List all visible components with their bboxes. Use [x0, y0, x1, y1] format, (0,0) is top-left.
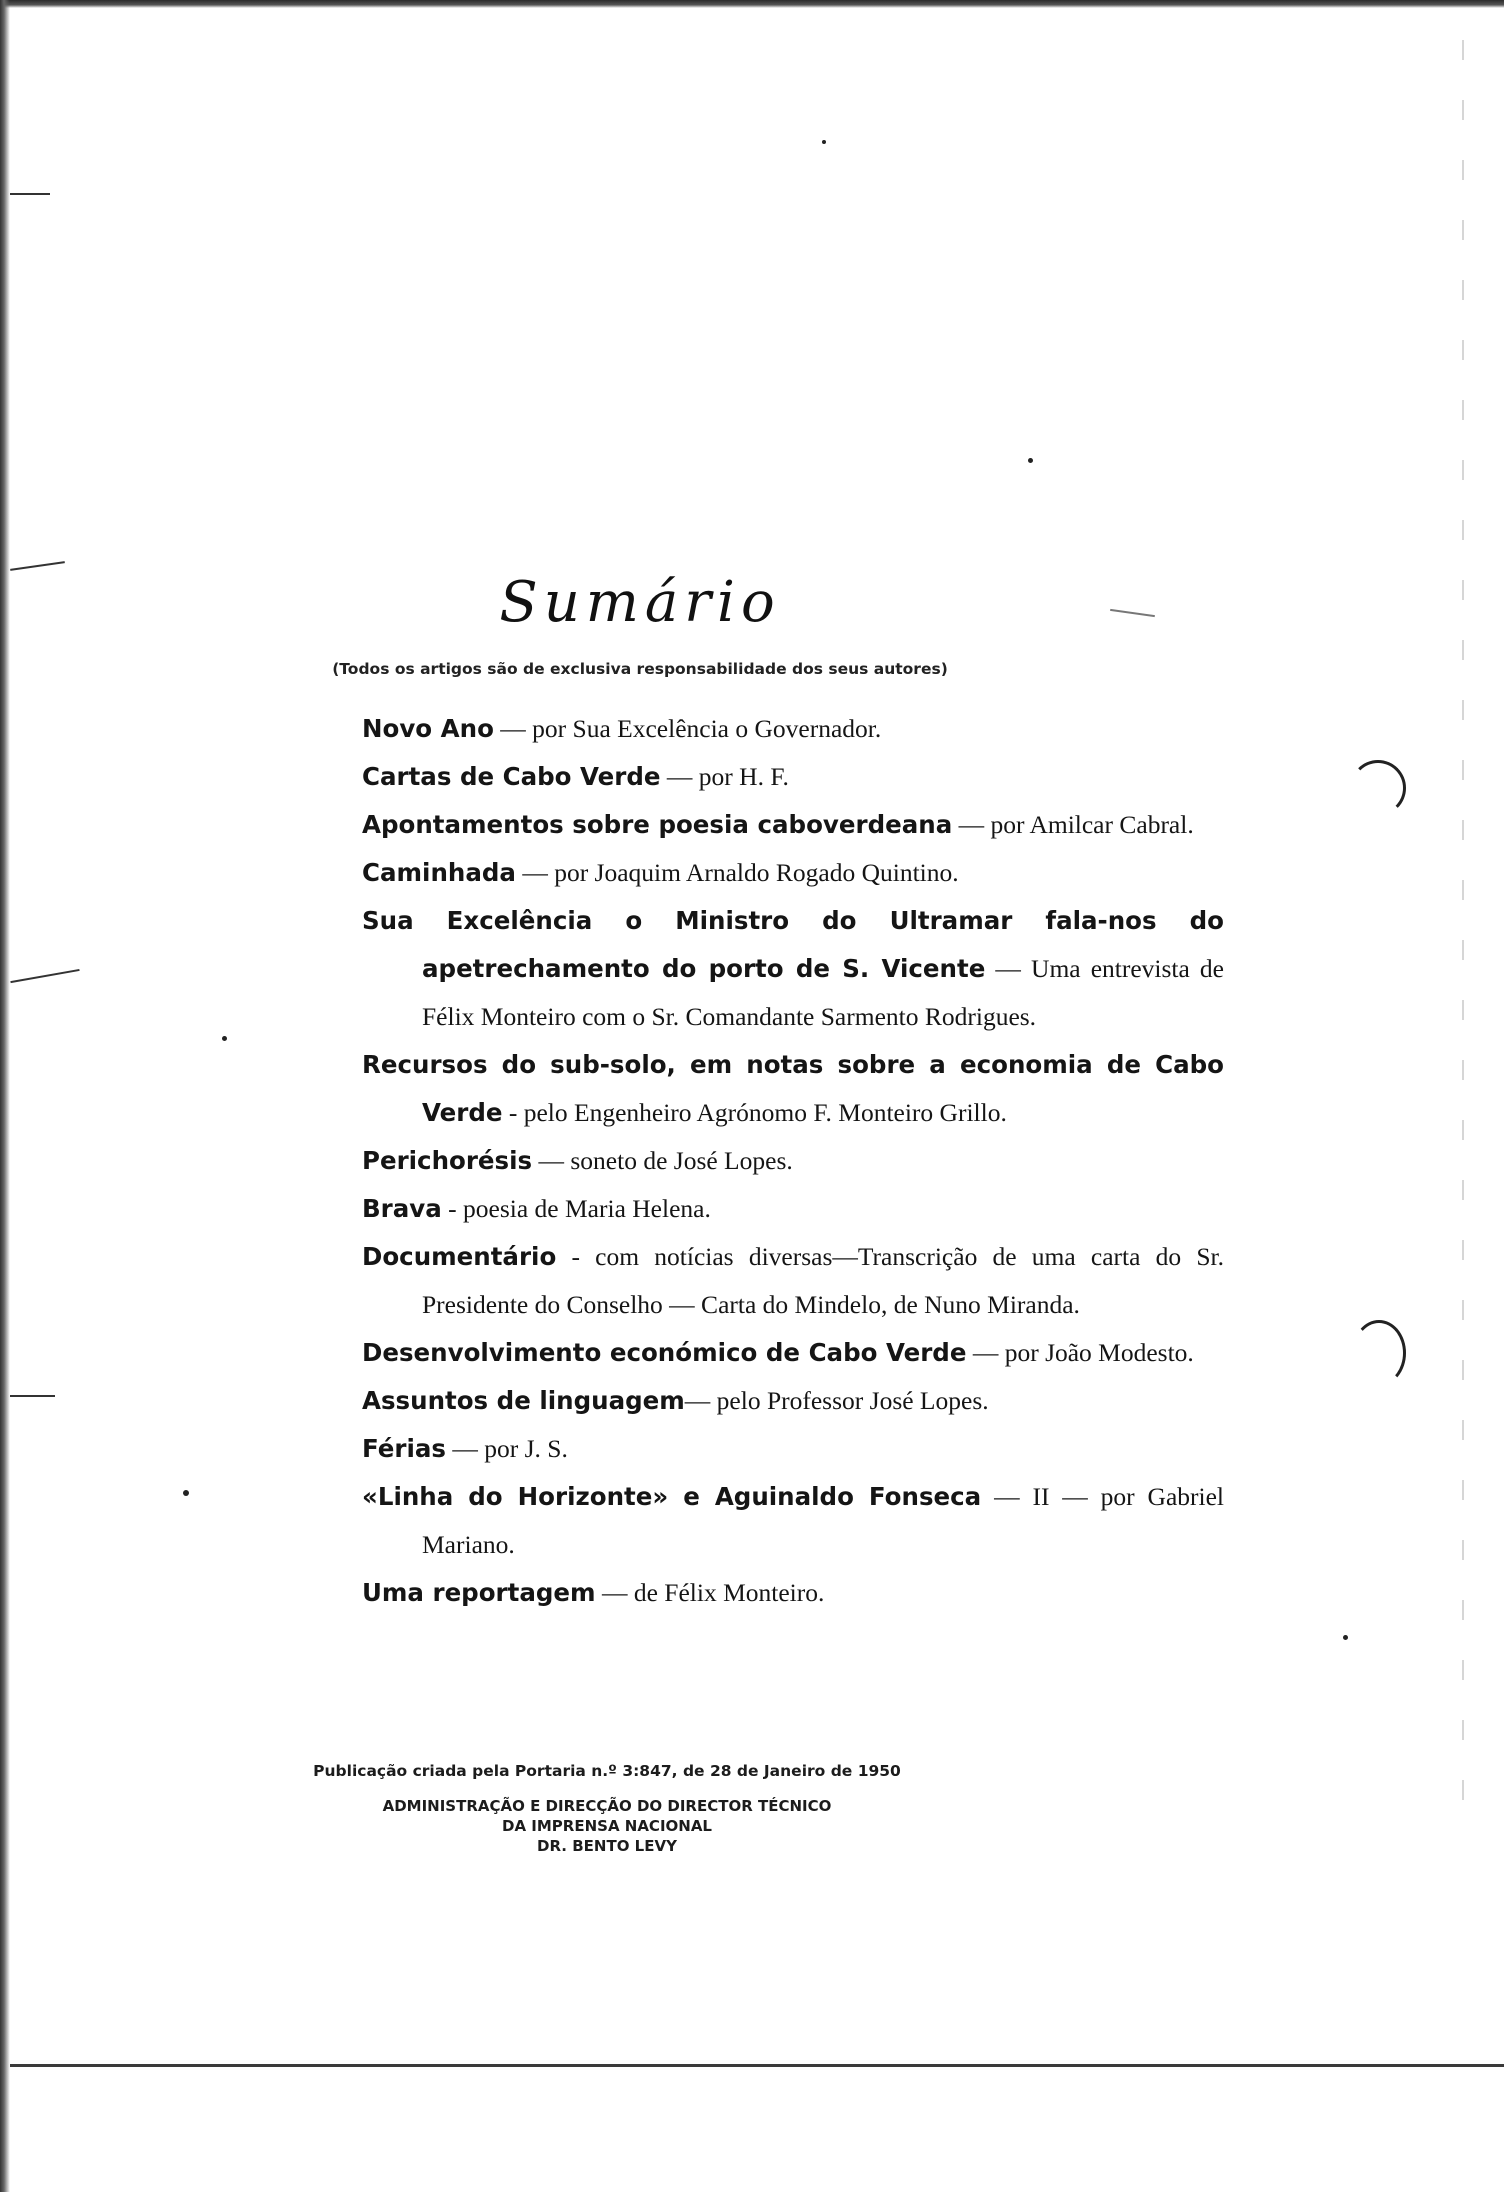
toc-entry-author: - pelo Engenheiro Agrónomo F. Monteiro Grillo.	[502, 1098, 1007, 1127]
scan-speck	[1028, 458, 1033, 463]
toc-entry-author: — por Joaquim Arnaldo Rogado Quintino.	[515, 858, 959, 887]
scan-mark	[10, 193, 50, 195]
scan-speck	[183, 1490, 189, 1496]
toc-entry	[362, 1185, 1224, 1233]
toc-entry-author: — II — por Gabriel Mariano.	[422, 1482, 1224, 1559]
toc-entry-author: — soneto de José Lopes.	[532, 1146, 793, 1175]
page-subtitle: (Todos os artigos são de exclusiva responsabilidade dos seus autores)	[332, 660, 948, 678]
scan-speck	[822, 140, 826, 144]
toc-entry	[362, 1041, 1224, 1137]
binder-hole-mark	[1352, 1320, 1406, 1386]
toc-entry	[362, 705, 1224, 753]
toc-entry-title: Férias	[362, 1434, 446, 1463]
administration-line: ADMINISTRAÇÃO E DIRECÇÃO DO DIRECTOR TÉCNICO	[382, 1797, 832, 1815]
bottom-rule	[10, 2064, 1504, 2067]
administration-line: DA IMPRENSA NACIONAL	[502, 1817, 712, 1835]
toc-entry-author: — por João Modesto.	[966, 1338, 1194, 1367]
scan-speck	[222, 1036, 227, 1041]
page-title: Sumário	[499, 570, 781, 635]
publication-note: Publicação criada pela Portaria n.º 3:847, de 28 de Janeiro de 1950	[313, 1762, 901, 1780]
administration-line: DR. BENTO LEVY	[537, 1837, 677, 1855]
toc-entry	[362, 1137, 1224, 1185]
toc-entry-title: Perichorésis	[362, 1146, 533, 1175]
toc-entry-title: Cartas de Cabo Verde	[362, 762, 661, 791]
toc-entry-author: - com notícias diversas—Transcrição de uma carta do Sr. Presidente do Conselho — Carta do Mindelo, de Nuno Miranda.	[422, 1242, 1224, 1319]
scan-speck	[1343, 1635, 1348, 1640]
toc-entry-author: - poesia de Maria Helena.	[441, 1194, 711, 1223]
toc-entry-title: Uma reportagem	[362, 1578, 596, 1607]
toc-entry-title: Recursos do sub-solo, em notas sobre a economia de Cabo Verde	[362, 1050, 1224, 1127]
toc-entry-title: Desenvolvimento económico de Cabo Verde	[362, 1338, 967, 1367]
toc-entry	[362, 849, 1224, 897]
toc-entry	[362, 1329, 1224, 1377]
toc-entry-author: — de Félix Monteiro.	[595, 1578, 825, 1607]
toc-entry-author: — por J. S.	[445, 1434, 568, 1463]
scan-edge-left	[0, 0, 10, 2192]
toc-entry	[362, 753, 1224, 801]
toc-entry	[362, 897, 1224, 1041]
toc-entry-title: «Linha do Horizonte» e Aguinaldo Fonseca	[362, 1482, 982, 1511]
toc-entry	[362, 1473, 1224, 1569]
toc-entry	[362, 801, 1224, 849]
toc-entry	[362, 1233, 1224, 1329]
toc-entry-title: Apontamentos sobre poesia caboverdeana	[362, 810, 953, 839]
toc-entry	[362, 1569, 1224, 1617]
scan-edge-right	[1462, 40, 1464, 1840]
toc-entry-title: Documentário	[362, 1242, 557, 1271]
toc-entry-author: — por H. F.	[660, 762, 789, 791]
administration-block	[0, 1796, 1359, 1856]
toc-entry-title: Assuntos de linguagem	[362, 1386, 685, 1415]
toc-entry-author: — Uma entrevista de Félix Monteiro com o Sr. Comandante Sarmento Rodrigues.	[422, 954, 1224, 1031]
toc-entry-title: Sua Excelência o Ministro do Ultramar fala-nos do apetrechamento do porto de S. Vicente	[362, 906, 1224, 983]
toc-entry-author: — por Sua Excelência o Governador.	[493, 714, 882, 743]
binder-hole-mark	[1350, 760, 1406, 816]
scan-mark	[10, 969, 79, 983]
toc-entry	[362, 1377, 1224, 1425]
toc-entry-title: Brava	[362, 1194, 442, 1223]
toc-entry-author: — por Amilcar Cabral.	[952, 810, 1194, 839]
toc-entry-title: Novo Ano	[362, 714, 494, 743]
toc-entry	[362, 1425, 1224, 1473]
scan-edge-top	[0, 0, 1504, 8]
table-of-contents	[362, 705, 1224, 1617]
scan-mark	[10, 1395, 55, 1397]
toc-entry-author: — pelo Professor José Lopes.	[684, 1386, 989, 1415]
toc-entry-title: Caminhada	[362, 858, 516, 887]
